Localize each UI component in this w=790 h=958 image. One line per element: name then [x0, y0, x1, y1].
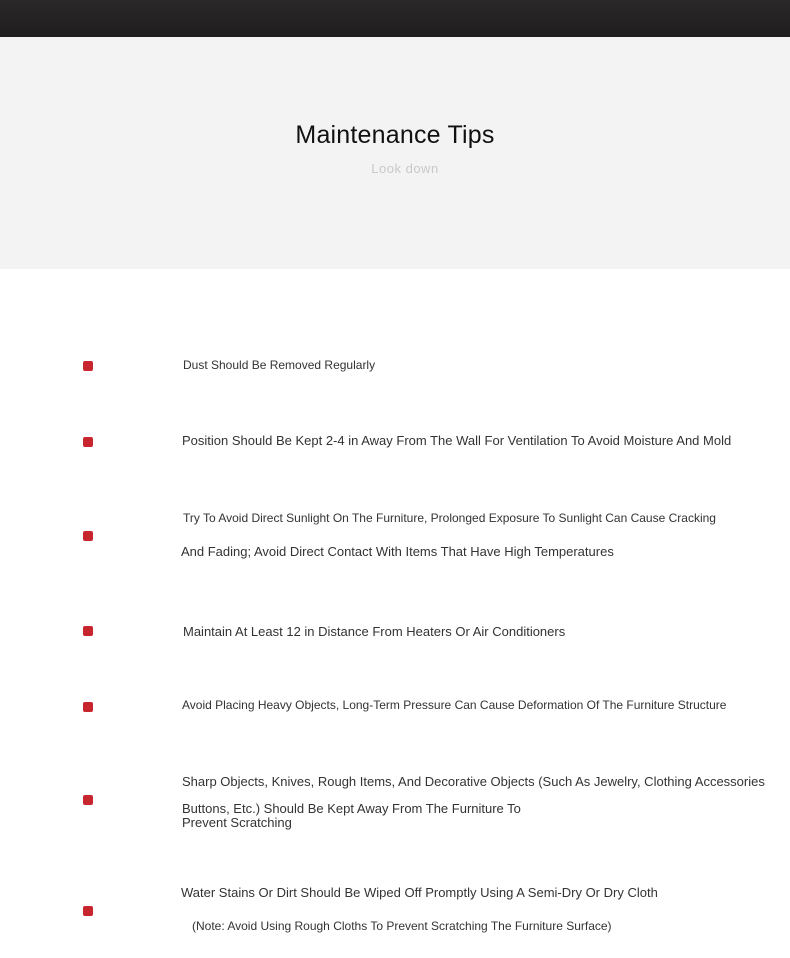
hero-section	[0, 37, 790, 269]
tip-text: Buttons, Etc.) Should Be Kept Away From The Furniture To	[182, 801, 521, 816]
page-subtitle: Look down	[371, 161, 439, 176]
tip-text: Dust Should Be Removed Regularly	[183, 358, 376, 372]
tip-text: Prevent Scratching	[182, 815, 292, 830]
tip-text: Water Stains Or Dirt Should Be Wiped Off Promptly Using A Semi-Dry Or Dry Cloth	[181, 885, 658, 900]
tip-text: And Fading; Avoid Direct Contact With Items That Have High Temperatures	[181, 544, 614, 559]
bullet-icon	[83, 906, 93, 916]
tip-text: Try To Avoid Direct Sunlight On The Furniture, Prolonged Exposure To Sunlight Can Cause Cracking	[183, 511, 716, 525]
bullet-icon	[83, 531, 93, 541]
tip-text: Maintain At Least 12 in Distance From Heaters Or Air Conditioners	[183, 624, 566, 639]
tip-text: Position Should Be Kept 2-4 in Away From The Wall For Ventilation To Avoid Moisture And Mold	[182, 433, 732, 448]
bullet-icon	[83, 702, 93, 712]
bullet-icon	[83, 361, 93, 371]
bullet-icon	[83, 795, 93, 805]
page-title: Maintenance Tips	[295, 121, 495, 149]
tip-text: Avoid Placing Heavy Objects, Long-Term Pressure Can Cause Deformation Of The Furniture Structure	[182, 698, 727, 712]
top-banner	[0, 0, 790, 37]
tip-text: Sharp Objects, Knives, Rough Items, And Decorative Objects (Such As Jewelry, Clothing Accessories	[182, 774, 765, 789]
bullet-icon	[83, 626, 93, 636]
tip-note: (Note: Avoid Using Rough Cloths To Prevent Scratching The Furniture Surface)	[192, 919, 612, 933]
bullet-icon	[83, 437, 93, 447]
